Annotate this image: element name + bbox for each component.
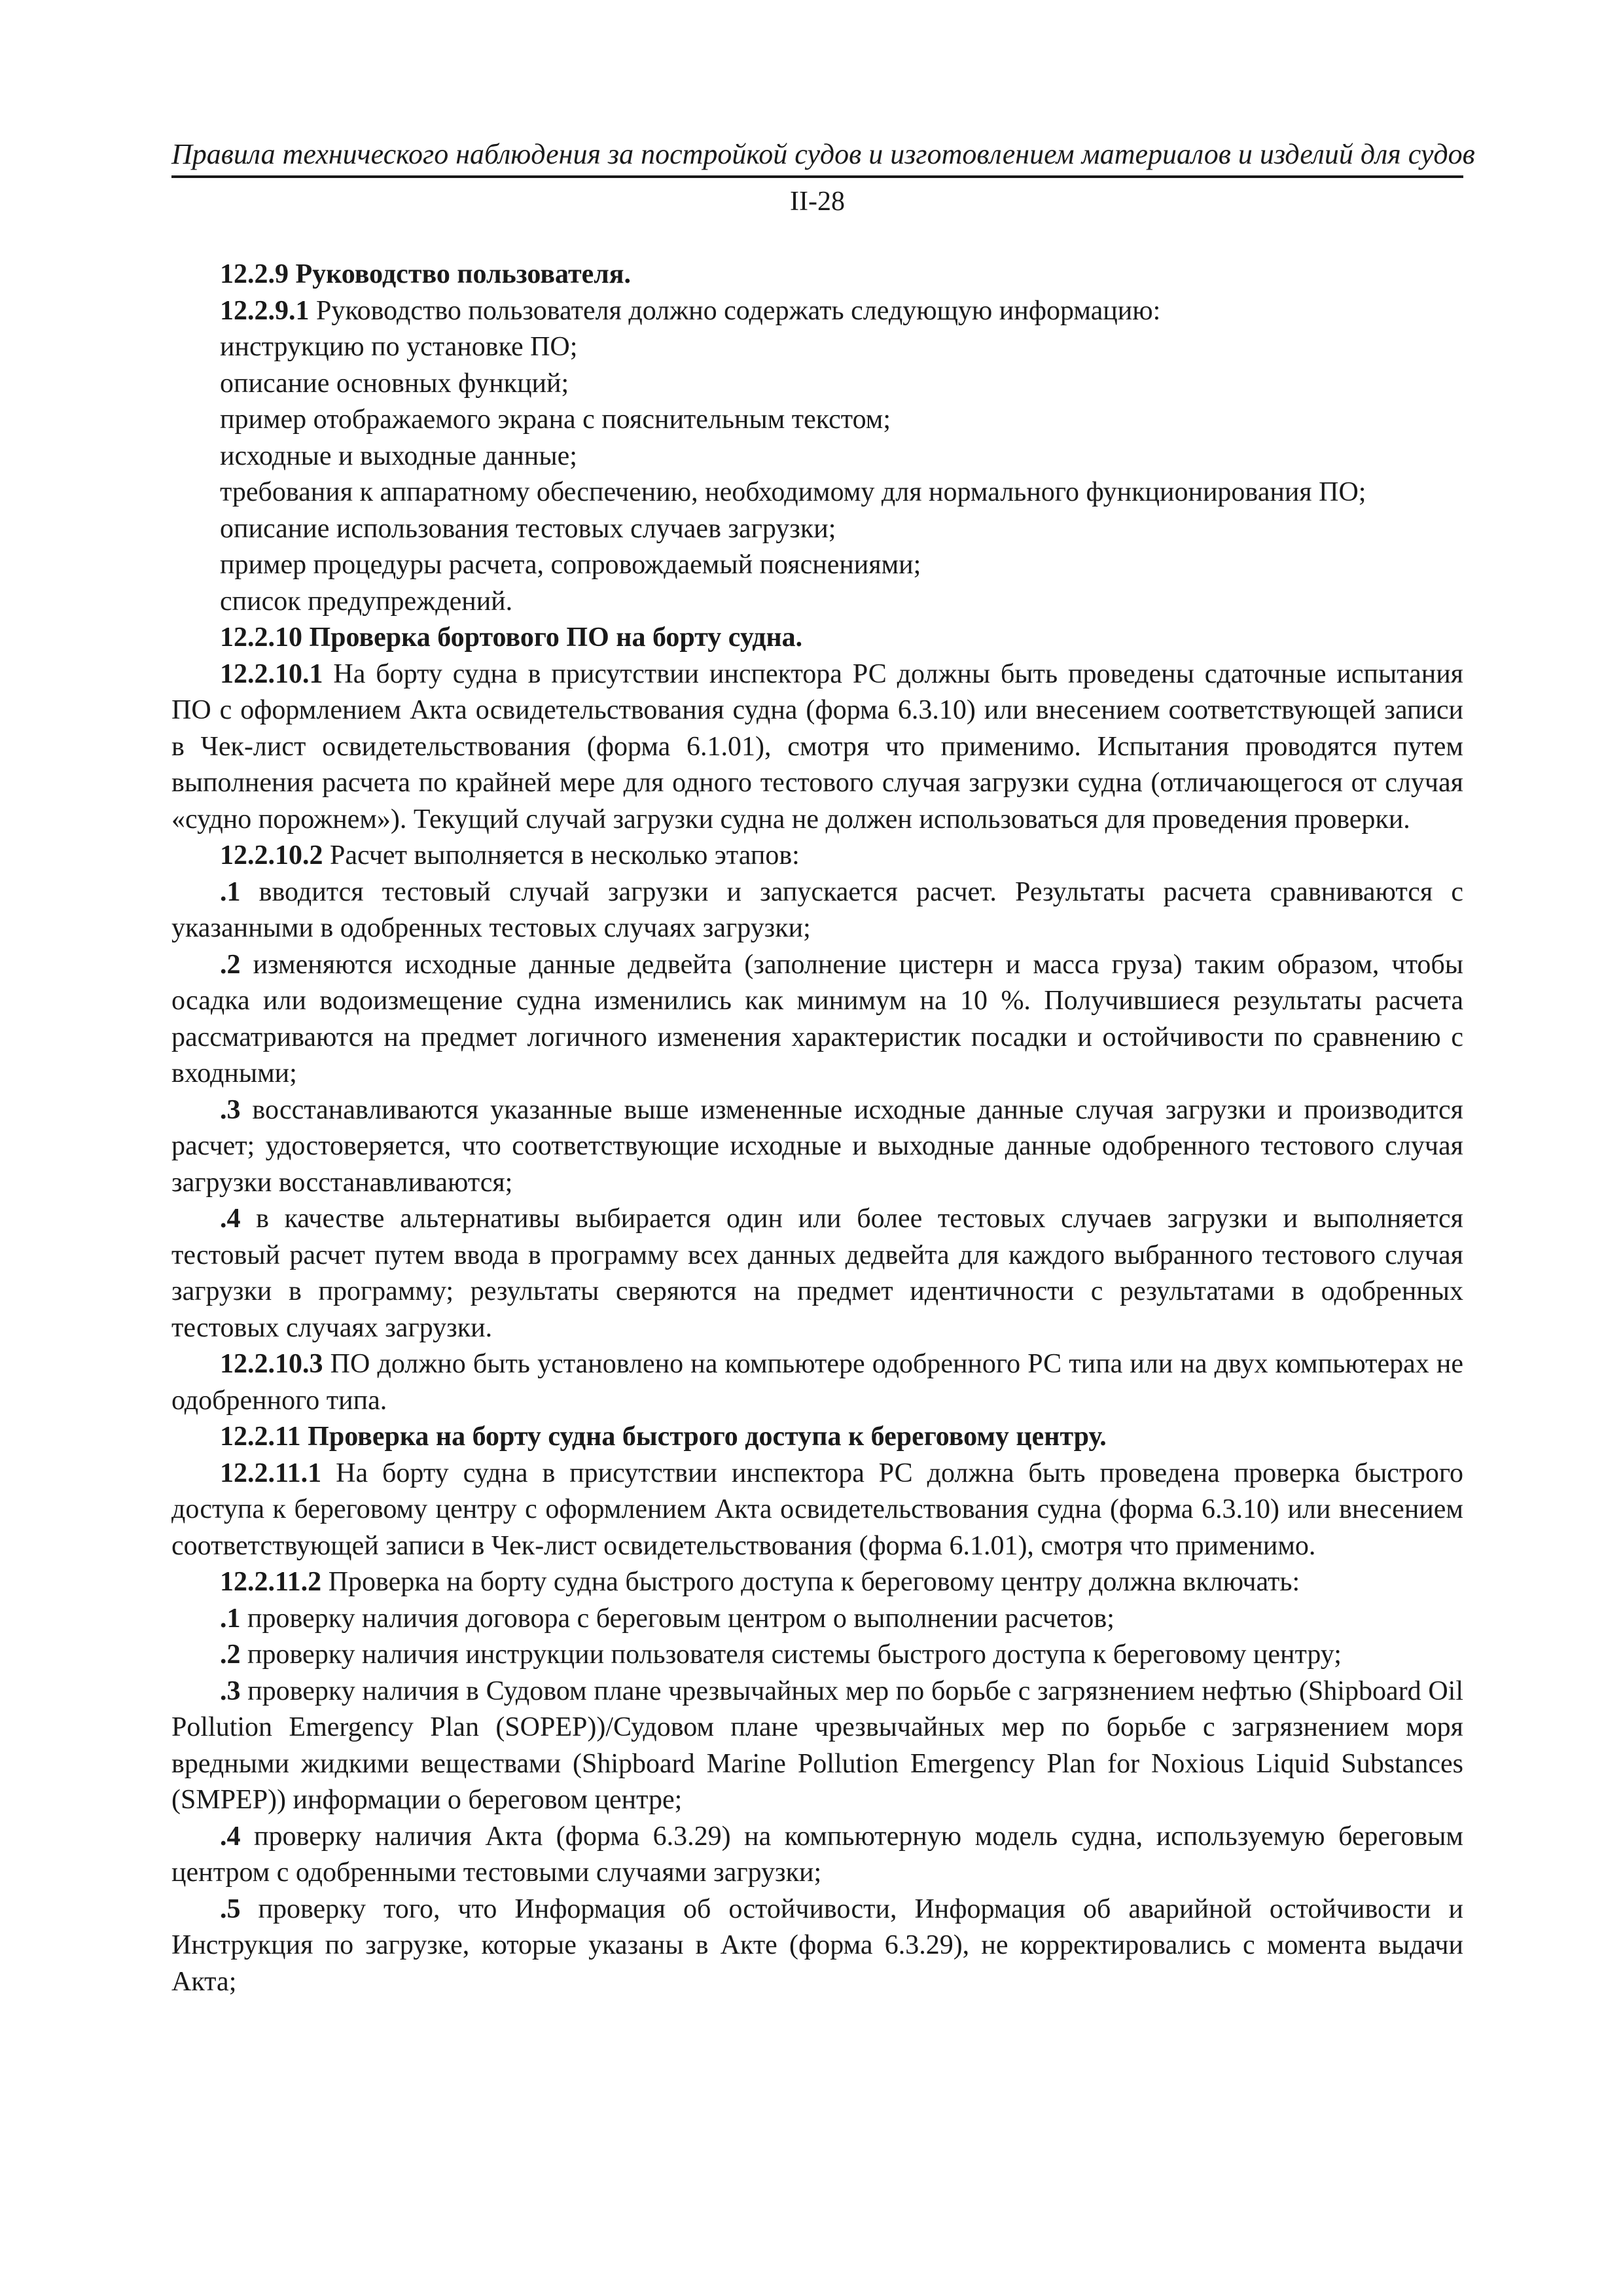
clause-text: На борту судна в присутствии инспектора РС должна быть проведена проверка быстрого доступа к береговому центру с оформлением Акта освидетельствования судна (форма 6.3.10) или внесением соответствующей записи в Чек-лист освидетельствования (форма 6.1.01), смотря что применимо. xyxy=(171,1458,1463,1561)
paragraph-12-2-9-1 xyxy=(171,293,1463,330)
check-number: .2 xyxy=(220,1640,241,1670)
check-item xyxy=(171,1637,1463,1674)
section-heading-12-2-10: 12.2.10 Проверка бортового ПО на борту судна. xyxy=(220,622,803,653)
running-header-title: Правила технического наблюдения за постройкой судов и изготовлением материалов и изделий для судов xyxy=(171,138,1475,170)
list-item: описание использования тестовых случаев загрузки; xyxy=(220,513,836,544)
check-text: проверку того, что Информация об остойчивости, Информация об аварийной остойчивости и Инструкция по загрузке, которые указаны в Акте (форма 6.3.29), не корректировались с момента выдачи Акта; xyxy=(171,1893,1463,1997)
clause-text: На борту судна в присутствии инспектора РС должны быть проведены сдаточные испытания ПО с оформлением Акта освидетельствования судна (форма 6.3.10) или внесением соответствующей записи в Чек-лист освидетельствования (форма 6.1.01), смотря что применимо. Испытания проводятся путем выполнения расчета по крайней мере для одного тестового случая загрузки судна (отличающегося от случая «судно порожнем»). Текущий случай загрузки судна не должен использоваться для проведения проверки. xyxy=(171,658,1463,834)
step-number: .3 xyxy=(220,1094,241,1125)
section-heading-12-2-9: 12.2.9 Руководство пользователя. xyxy=(220,259,632,289)
paragraph-12-2-11-1 xyxy=(171,1456,1463,1565)
step-number: .1 xyxy=(220,876,241,907)
section-heading-12-2-11: 12.2.11 Проверка на борту судна быстрого доступа к береговому центру. xyxy=(220,1422,1107,1452)
step-text: вводится тестовый случай загрузки и запускается расчет. Результаты расчета сравниваются с указанными в одобренных тестовых случаях загрузки; xyxy=(171,876,1463,943)
step-text: в качестве альтернативы выбирается один или более тестовых случаев загрузки и выполняется тестовый расчет путем ввода в программу всех данных дедвейта для каждого выбранного тестового случая загрузки в программу; результаты сверяются на предмет идентичности с результатами в одобренных тестовых случаях загрузки. xyxy=(171,1204,1463,1343)
list-item: исходные и выходные данные; xyxy=(220,440,577,471)
list-item: пример процедуры расчета, сопровождаемый пояснениями; xyxy=(220,550,921,580)
step-item xyxy=(171,1201,1463,1346)
step-item xyxy=(171,947,1463,1092)
check-number: .1 xyxy=(220,1603,241,1634)
check-item xyxy=(171,1601,1463,1638)
clause-number: 12.2.10.1 xyxy=(220,658,323,689)
check-text: проверку наличия Акта (форма 6.3.29) на компьютерную модель судна, используемую береговым центром с одобренными тестовыми случаями загрузки; xyxy=(171,1821,1463,1888)
clause-number: 12.2.11.2 xyxy=(220,1567,322,1597)
page-number: II-28 xyxy=(790,187,845,217)
check-number: .5 xyxy=(220,1893,241,1924)
paragraph-12-2-11-2 xyxy=(171,1564,1463,1601)
check-item xyxy=(171,1819,1463,1892)
check-item xyxy=(171,1674,1463,1819)
step-text: изменяются исходные данные дедвейта (заполнение цистерн и масса груза) таким образом, чтобы осадка или водоизмещение судна изменились как минимум на 10 %. Получившиеся результаты расчета рассматриваются на предмет логичного изменения характеристик посадки и остойчивости по сравнению с входными; xyxy=(171,949,1463,1088)
step-number: .4 xyxy=(220,1204,241,1234)
paragraph-12-2-10-2 xyxy=(171,838,1463,874)
list-item: требования к аппаратному обеспечению, необходимому для нормального функционирования ПО; xyxy=(220,477,1366,507)
step-item xyxy=(171,874,1463,947)
check-item xyxy=(171,1892,1463,2001)
list-item: пример отображаемого экрана с пояснительным текстом; xyxy=(220,404,891,435)
clause-number: 12.2.10.2 xyxy=(220,840,323,870)
check-number: .4 xyxy=(220,1821,241,1852)
clause-number: 12.2.10.3 xyxy=(220,1349,323,1379)
check-text: проверку наличия в Судовом плане чрезвычайных мер по борьбе с загрязнением нефтью (Shipboard Oil Pollution Emergency Plan (SOPEP))/Судовом плане чрезвычайных мер по борьбе с загрязнением моря вредными жидкими веществами (Shipboard Marine Pollution Emergency Plan for Noxious Liquid Substances (SMPEP)) информации о береговом центре; xyxy=(171,1676,1463,1815)
list-item: инструкцию по установке ПО; xyxy=(220,332,578,362)
check-number: .3 xyxy=(220,1676,241,1706)
step-number: .2 xyxy=(220,949,241,980)
step-item xyxy=(171,1092,1463,1202)
clause-number: 12.2.11.1 xyxy=(220,1458,322,1488)
clause-text: Проверка на борту судна быстрого доступа к береговому центру должна включать: xyxy=(321,1567,1300,1597)
list-item: описание основных функций; xyxy=(220,368,569,399)
step-text: восстанавливаются указанные выше измененные исходные данные случая загрузки и производится расчет; удостоверяется, что соответствующие исходные и выходные данные одобренного тестового случая загрузки восстанавливаются; xyxy=(171,1094,1463,1198)
clause-text: ПО должно быть установлено на компьютере одобренного РС типа или на двух компьютерах не одобренного типа. xyxy=(171,1349,1463,1416)
paragraph-12-2-10-3 xyxy=(171,1346,1463,1419)
header-rule xyxy=(171,175,1463,178)
clause-number: 12.2.9.1 xyxy=(220,295,310,326)
check-text: проверку наличия договора с береговым центром о выполнении расчетов; xyxy=(240,1603,1115,1634)
check-text: проверку наличия инструкции пользователя системы быстрого доступа к береговому центру; xyxy=(240,1640,1342,1670)
list-item: список предупреждений. xyxy=(220,586,513,617)
paragraph-12-2-10-1 xyxy=(171,656,1463,838)
document-body xyxy=(171,257,1463,2000)
clause-text: Руководство пользователя должно содержать следующую информацию: xyxy=(309,295,1161,326)
clause-text: Расчет выполняется в несколько этапов: xyxy=(323,840,800,870)
